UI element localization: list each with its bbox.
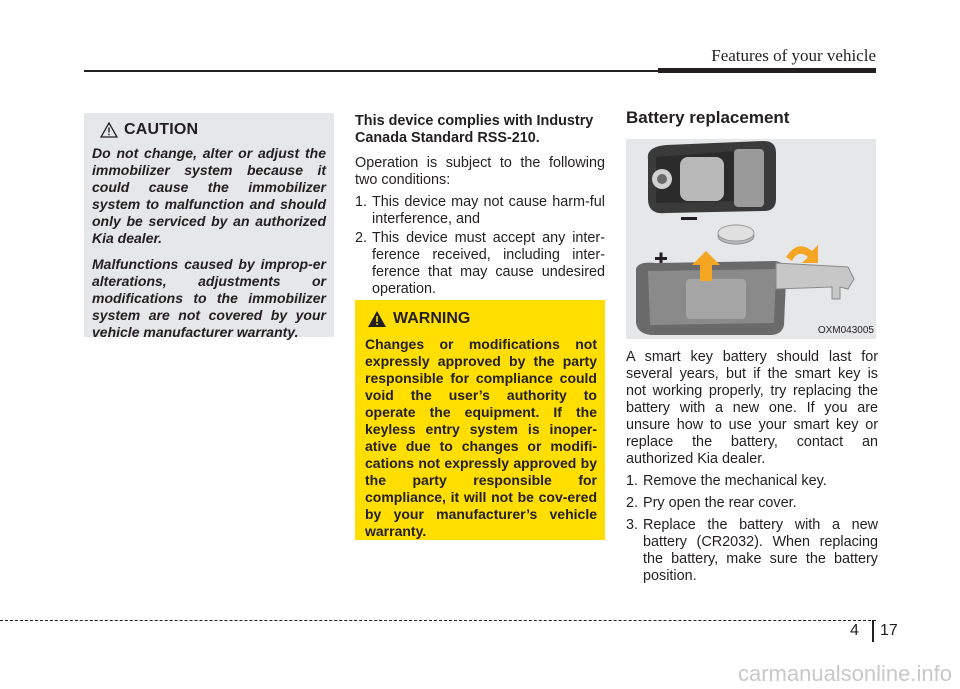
compliance-section [355,113,605,300]
list-text: This device may not cause harm-ful interference, and [372,194,605,227]
smart-key-illustration [626,139,876,339]
battery-section [626,108,878,590]
list-number: 1. [355,194,368,210]
compliance-heading: This device complies with Industry Canada Standard RSS-210. [355,113,594,146]
footer-rule [0,620,876,621]
list-text: Remove the mechanical key. [643,473,827,489]
section-title: Features of your vehicle [711,46,876,65]
list-number: 1. [626,473,639,489]
list-text: Replace the battery with a new battery (CR2032). When replacing the battery, make sure the battery position. [643,517,878,584]
list-text: Pry open the rear cover. [643,495,797,511]
caution-header [100,121,326,139]
warning-box [355,300,605,540]
caution-paragraph: Malfunctions caused by improp-er alterations, adjustments or modifications to the immobilizer system are not covered by your vehicle manufacturer warranty. [92,256,326,340]
list-number: 3. [626,517,639,533]
warning-triangle-icon [100,122,118,138]
smart-key-figure [626,139,876,339]
figure-code: OXM043005 [817,325,874,336]
header-rule-accent [658,68,876,73]
warning-title: WARNING [393,310,471,327]
list-item [626,517,878,585]
compliance-intro: Operation is subject to the following two conditions: [355,155,605,188]
list-item [626,495,878,512]
warning-triangle-icon [367,310,387,328]
battery-intro: A smart key battery should last for several years, but if the smart key is not working properly, try replacing the battery with a new one. If you are unsure how to use your smart key or replace the battery, contact an authorized Kia dealer. [626,349,878,467]
footer-separator [872,620,874,642]
list-item [355,194,605,228]
list-number: 2. [355,230,368,246]
list-text: This device must accept any inter-ference received, including inter-ference that may cause undesired operation. [372,230,605,297]
page-number: 17 [880,622,898,639]
warning-text: Changes or modifications not expressly approved by the party responsible for compliance could void the user’s authority to operate the equipment. If the keyless entry system is inoper-ative due to changes or modifi-cations not expressly approved by the party responsible for compliance, it will not be cov-ered by your manufacturer’s vehicle warranty. [365,336,597,539]
caution-box [84,113,334,340]
list-item [355,230,605,298]
chapter-number: 4 [850,622,859,639]
caution-paragraph: Do not change, alter or adjust the immobilizer system because it could cause the immobilizer system to malfunction and should only be serviced by an authorized Kia dealer. [92,145,326,246]
list-number: 2. [626,495,639,511]
watermark: carmanualsonline.info [737,661,952,686]
caution-title: CAUTION [124,121,199,138]
battery-title: Battery replacement [626,108,790,127]
list-item [626,473,878,490]
warning-header [367,310,597,328]
